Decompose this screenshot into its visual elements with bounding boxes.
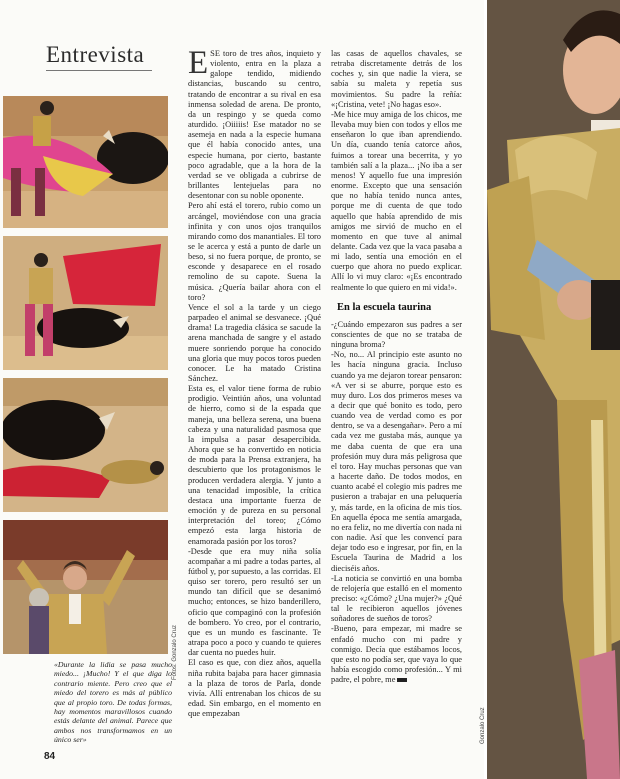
article-paragraph [331,624,462,685]
continue-arrow-icon [397,678,407,682]
article-paragraph: Vence el sol a la tarde y un ciego parpadeo el animal se desvanece. ¡Qué drama! La tragedia clásica se sacude la arena manchada de sangre y el astado muere sonriendo porque ha conocido una gloria que muy pocos toros pueden conocer. Le ha matado Cristina Sánchez. [188,302,321,383]
article-paragraph: Esta es, el valor tiene forma de rubio prodigio. Veintiún años, una voluntad de hierro, como si de la espada que maneja, una belleza serena, una buena cabeza y una naturalidad pasmosa que la impulsa a pasar desapercibida. Ahora que se ha convertido en noticia de moda para la Prensa extranjera, ha descubierto que los protagonismos le producen verdadera alergia. Y junto a una tenacidad imposible, la crítica destaca una importante fuerza de emoción y de pureza en su personal interpretación del toreo; ¿Cómo empezó esta larga historia de enamorada pasión por los toros? [188,384,321,546]
drop-cap: E [188,45,209,81]
article-paragraph: Pero ahí está el torero, rubio como un arcángel, moviéndose con una gracia infinita y con unos ojos tranquilos mirando como dos manantiales. El toro se le acerca y está a punto de darle un beso, si no fuera porque, de pronto, se esconde y desaparece en el rosado remolino de su capote. Suena la música. ¿Quería bailar ahora con el toro? [188,201,321,302]
photo-credit-left: Fotos: Gonzalo Cruz [172,624,178,680]
photo-credit-right: Gonzalo Cruz [480,707,486,744]
article-paragraph: -Me hice muy amiga de los chicos, me llevaba muy bien con todos y ellos me enseñaron lo que iban aprendiendo. Un día, cuando tenía catorce años, fuimos a torear una becerrita, y yo también salí a la plaza... ¡No iba a ser menos! Y aquello fue una impresión enorme. Excepto que una sensación que no había tenido nunca antes, porque me di cuenta de que todo aquello que había aprendido de mis amigos me sirvió de mucho en el momento en que tuve al animal delante. Cada vez que la vaca pasaba a mi lado, sentía una emoción en el cuerpo que ahora no puedo explicar. Allí lo vi muy claro: «¡Es encontrado realmente lo que quiero en mi vida!». [331,109,462,292]
photo-torero-portrait [487,0,620,779]
article-paragraph: El caso es que, con diez años, aquella niña rubita bajaba para hacer gimnasia a la plaza de toros de Parla, donde vivía. Allí entrenaban los chicos de su edad. Sin embargo, en el momento en que empezaban [188,658,321,719]
article-subhead: En la escuela taurina [337,301,432,313]
photo-bull-and-fallen-matador [3,378,168,512]
article-paragraph: -¿Cuándo empezaron sus padres a ser conscientes de que no se trataba de ninguna broma? [331,319,462,350]
article-paragraph: las casas de aquellos chavales, se retraba discretamente detrás de los coches y, sin que nadie la viera, se sabía su maleta y repetía sus movimientos. Su padre la reñía: «¡Cristina, vete! ¡No hagas eso». [331,49,462,109]
page-number: 84 [44,751,56,762]
photo-matador-pink-cape [3,96,168,228]
article-column-right [331,49,462,685]
article-paragraph: -No, no... Al principio este asunto no les hacía ninguna gracia. Incluso cuando ya me dejaron torear pensaron: «A ver si se aburre, porque esto es muy duro. Los dos primeros meses va a decir que qué bonito es todo, pero cuando vea de verdad como es por dentro, se va a desengañar». Pero a mí cada vez me gustaba más, aunque ya me daba cuenta de que era una profesión muy dura más peligrosa que el toro. Hay muchas personas que van a hacerte daño. De todos modos, en cuanto acabé el colegio mis padres me pusieron a trabajar en una peluquería y, más tarde, en la oficina de mis tíos. En aquella época me sentía amargada, no era feliz, no me divertía con nada ni con nadie. Así que les convencí para dejar todo eso e ingresar, por fin, en la Escuela Taurina de Madrid a los dieciséis años. [331,350,462,573]
photo-matador-arms-raised [3,520,168,654]
article-paragraph: -La noticia se convirtió en una bomba de relojería que estalló en el momento preciso: «¿Cómo? ¿Una mujer?» ¿Qué tal le recibieron aquellos jóvenes soñadores de sueños de toros? [331,573,462,624]
photo-caption: «Durante la lidia se pasa mucho miedo... ¡Mucho! Y el que diga lo contrario miente. Pero creo que el miedo del torero es más al público que al propio toro. De todas formas, hay momentos maravillosos cuando estás delante del animal. Parece que ambos nos transformamos en un único ser» [54,660,172,745]
article-paragraph: SE toro de tres años, inquieto y violento, entra en la plaza a galope tendido, midiendo distancias, buscando su centro, tratando de encontrar a su rival en esa inmensa soledad de arena. De pronto, da un respingo y se queda como aturdido. ¡Oiiiiis! Ese matador no se asemeja en nada a la especie humana que él había conocido antes, una especie humana, por cierto, bastante poco agradable, que a la hora de la verdad se ve obligada a cubrirse de brillantes lentejuelas para no desentonar con su noble oponente. [188,49,321,201]
photo-matador-red-muleta [3,236,168,370]
section-title: Entrevista [46,42,145,67]
title-rule [46,70,152,71]
article-column-middle [188,45,321,719]
article-paragraph-text: -Bueno, para empezar, mi madre se enfadó mucho con mi padre y conmigo. Decía que estábamos locos, que esto no podía ser, que vaya lo que había escogido como profesión... Y mi padre, el pobre, me [331,624,462,685]
article-paragraph: -Desde que era muy niña solía acompañar a mi padre a todas partes, al fútbol y, por supuesto, a las corridas. El quiso ser torero, pero resultó ser un mundo tan difícil que se desanimó mucho; entonces, se hizo banderillero, oficio que compaginó con la profesión de bombero. Yo creo, por el contrario, que es un mundo es fascinante. Te atrapa poco a poco y cuando te quieres dar cuenta no puedes huir. [188,546,321,658]
